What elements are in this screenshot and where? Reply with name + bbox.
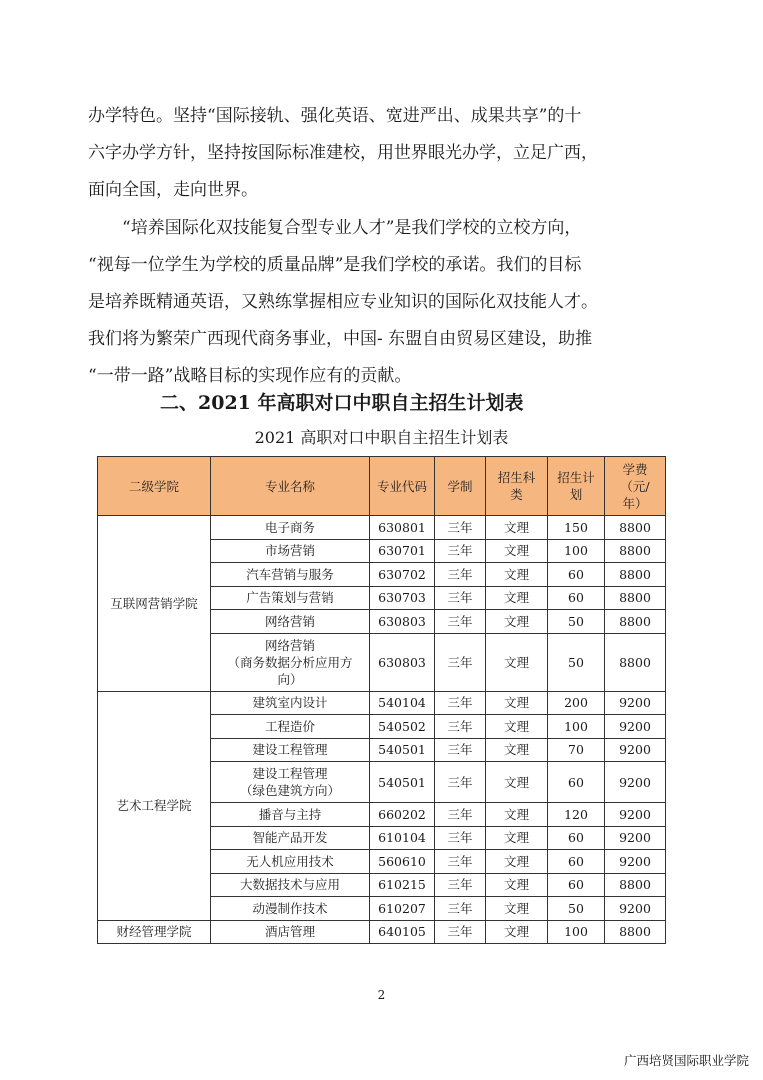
quota-cell: 60 (548, 762, 605, 803)
paragraph-line: “培养国际化双技能复合型专业人才”是我们学校的立校方向， (88, 218, 582, 238)
fee-cell: 9200 (605, 738, 666, 762)
code-cell: 540501 (370, 738, 435, 762)
category-cell: 文理 (486, 738, 548, 762)
major-cell: 建筑室内设计 (211, 691, 370, 715)
paragraph-line: “一带一路”战略目标的实现作应有的贡献。 (88, 366, 412, 386)
category-cell: 文理 (486, 539, 548, 563)
college-cell: 艺术工程学院 (98, 691, 211, 920)
paragraph-mission (88, 210, 688, 395)
quota-cell: 50 (548, 897, 605, 921)
duration-cell: 三年 (435, 586, 486, 610)
code-cell: 610104 (370, 826, 435, 850)
college-cell: 互联网营销学院 (98, 516, 211, 692)
duration-cell: 三年 (435, 803, 486, 827)
paragraph-line: “视每一位学生为学校的质量品牌”是我们学校的承诺。我们的目标 (88, 255, 582, 275)
category-cell: 文理 (486, 586, 548, 610)
major-cell: 智能产品开发 (211, 826, 370, 850)
quota-cell: 100 (548, 715, 605, 739)
category-cell: 文理 (486, 850, 548, 874)
fee-cell: 8800 (605, 516, 666, 540)
duration-cell: 三年 (435, 826, 486, 850)
code-cell: 630702 (370, 563, 435, 587)
duration-cell: 三年 (435, 897, 486, 921)
category-cell: 文理 (486, 762, 548, 803)
major-cell: 播音与主持 (211, 803, 370, 827)
paragraph-line: 六字办学方针，坚持按国际标准建校，用世界眼光办学，立足广西， (88, 143, 598, 163)
code-cell: 610215 (370, 873, 435, 897)
code-cell: 540502 (370, 715, 435, 739)
major-cell: 建设工程管理 （绿色建筑方向） (211, 762, 370, 803)
fee-cell: 9200 (605, 715, 666, 739)
table-body (98, 516, 666, 944)
table-row (98, 516, 666, 540)
category-cell: 文理 (486, 803, 548, 827)
code-cell: 630701 (370, 539, 435, 563)
paragraph-line: 面向全国，走向世界。 (88, 180, 258, 200)
fee-cell: 9200 (605, 762, 666, 803)
category-cell: 文理 (486, 610, 548, 634)
table-row (98, 691, 666, 715)
major-cell: 网络营销 （商务数据分析应用方 向） (211, 633, 370, 691)
duration-cell: 三年 (435, 610, 486, 634)
major-cell: 电子商务 (211, 516, 370, 540)
quota-cell: 60 (548, 850, 605, 874)
college-cell: 财经管理学院 (98, 920, 211, 944)
table-header-row (98, 457, 666, 516)
code-cell: 540501 (370, 762, 435, 803)
duration-cell: 三年 (435, 539, 486, 563)
fee-cell: 8800 (605, 586, 666, 610)
enrollment-plan-table (97, 456, 666, 944)
code-cell: 630703 (370, 586, 435, 610)
category-cell: 文理 (486, 897, 548, 921)
category-cell: 文理 (486, 715, 548, 739)
major-cell: 无人机应用技术 (211, 850, 370, 874)
quota-cell: 120 (548, 803, 605, 827)
fee-cell: 8800 (605, 610, 666, 634)
fee-cell: 8800 (605, 633, 666, 691)
page-number: 2 (377, 988, 386, 1002)
major-cell: 大数据技术与应用 (211, 873, 370, 897)
code-cell: 540104 (370, 691, 435, 715)
section-heading: 二、2021 年高职对口中职自主招生计划表 (160, 392, 524, 414)
fee-cell: 9200 (605, 691, 666, 715)
quota-cell: 100 (548, 920, 605, 944)
category-cell: 文理 (486, 691, 548, 715)
major-cell: 动漫制作技术 (211, 897, 370, 921)
major-cell: 酒店管理 (211, 920, 370, 944)
header-fee: 学费 （元/ 年） (605, 457, 666, 516)
table-row (98, 920, 666, 944)
paragraph-line: 我们将为繁荣广西现代商务事业，中国- 东盟自由贸易区建设，助推 (88, 329, 593, 349)
paragraph-line: 办学特色。坚持“国际接轨、强化英语、宽进严出、成果共享”的十 (88, 106, 582, 126)
code-cell: 630801 (370, 516, 435, 540)
fee-cell: 9200 (605, 897, 666, 921)
category-cell: 文理 (486, 920, 548, 944)
major-cell: 工程造价 (211, 715, 370, 739)
watermark: 广西培贤国际职业学院 (623, 1053, 749, 1068)
fee-cell: 9200 (605, 803, 666, 827)
quota-cell: 200 (548, 691, 605, 715)
major-cell: 建设工程管理 (211, 738, 370, 762)
duration-cell: 三年 (435, 633, 486, 691)
category-cell: 文理 (486, 873, 548, 897)
quota-cell: 70 (548, 738, 605, 762)
duration-cell: 三年 (435, 920, 486, 944)
code-cell: 660202 (370, 803, 435, 827)
quota-cell: 60 (548, 826, 605, 850)
paragraph-line: 是培养既精通英语，又熟练掌握相应专业知识的国际化双技能人才。 (88, 292, 598, 312)
code-cell: 630803 (370, 633, 435, 691)
duration-cell: 三年 (435, 691, 486, 715)
quota-cell: 60 (548, 586, 605, 610)
major-cell: 网络营销 (211, 610, 370, 634)
duration-cell: 三年 (435, 563, 486, 587)
fee-cell: 8800 (605, 920, 666, 944)
table-caption: 2021 高职对口中职自主招生计划表 (254, 428, 509, 447)
code-cell: 560610 (370, 850, 435, 874)
duration-cell: 三年 (435, 715, 486, 739)
category-cell: 文理 (486, 826, 548, 850)
duration-cell: 三年 (435, 516, 486, 540)
header-major: 专业名称 (211, 457, 370, 516)
header-quota: 招生计 划 (548, 457, 605, 516)
fee-cell: 9200 (605, 826, 666, 850)
major-cell: 广告策划与营销 (211, 586, 370, 610)
category-cell: 文理 (486, 563, 548, 587)
code-cell: 640105 (370, 920, 435, 944)
duration-cell: 三年 (435, 850, 486, 874)
duration-cell: 三年 (435, 738, 486, 762)
quota-cell: 100 (548, 539, 605, 563)
duration-cell: 三年 (435, 762, 486, 803)
category-cell: 文理 (486, 633, 548, 691)
quota-cell: 60 (548, 563, 605, 587)
code-cell: 610207 (370, 897, 435, 921)
code-cell: 630803 (370, 610, 435, 634)
category-cell: 文理 (486, 516, 548, 540)
header-college: 二级学院 (98, 457, 211, 516)
header-duration: 学制 (435, 457, 486, 516)
fee-cell: 8800 (605, 873, 666, 897)
header-category: 招生科 类 (486, 457, 548, 516)
major-cell: 市场营销 (211, 539, 370, 563)
quota-cell: 50 (548, 633, 605, 691)
duration-cell: 三年 (435, 873, 486, 897)
fee-cell: 8800 (605, 563, 666, 587)
paragraph-intro (88, 98, 688, 209)
major-cell: 汽车营销与服务 (211, 563, 370, 587)
quota-cell: 50 (548, 610, 605, 634)
quota-cell: 60 (548, 873, 605, 897)
fee-cell: 9200 (605, 850, 666, 874)
fee-cell: 8800 (605, 539, 666, 563)
header-code: 专业代码 (370, 457, 435, 516)
quota-cell: 150 (548, 516, 605, 540)
